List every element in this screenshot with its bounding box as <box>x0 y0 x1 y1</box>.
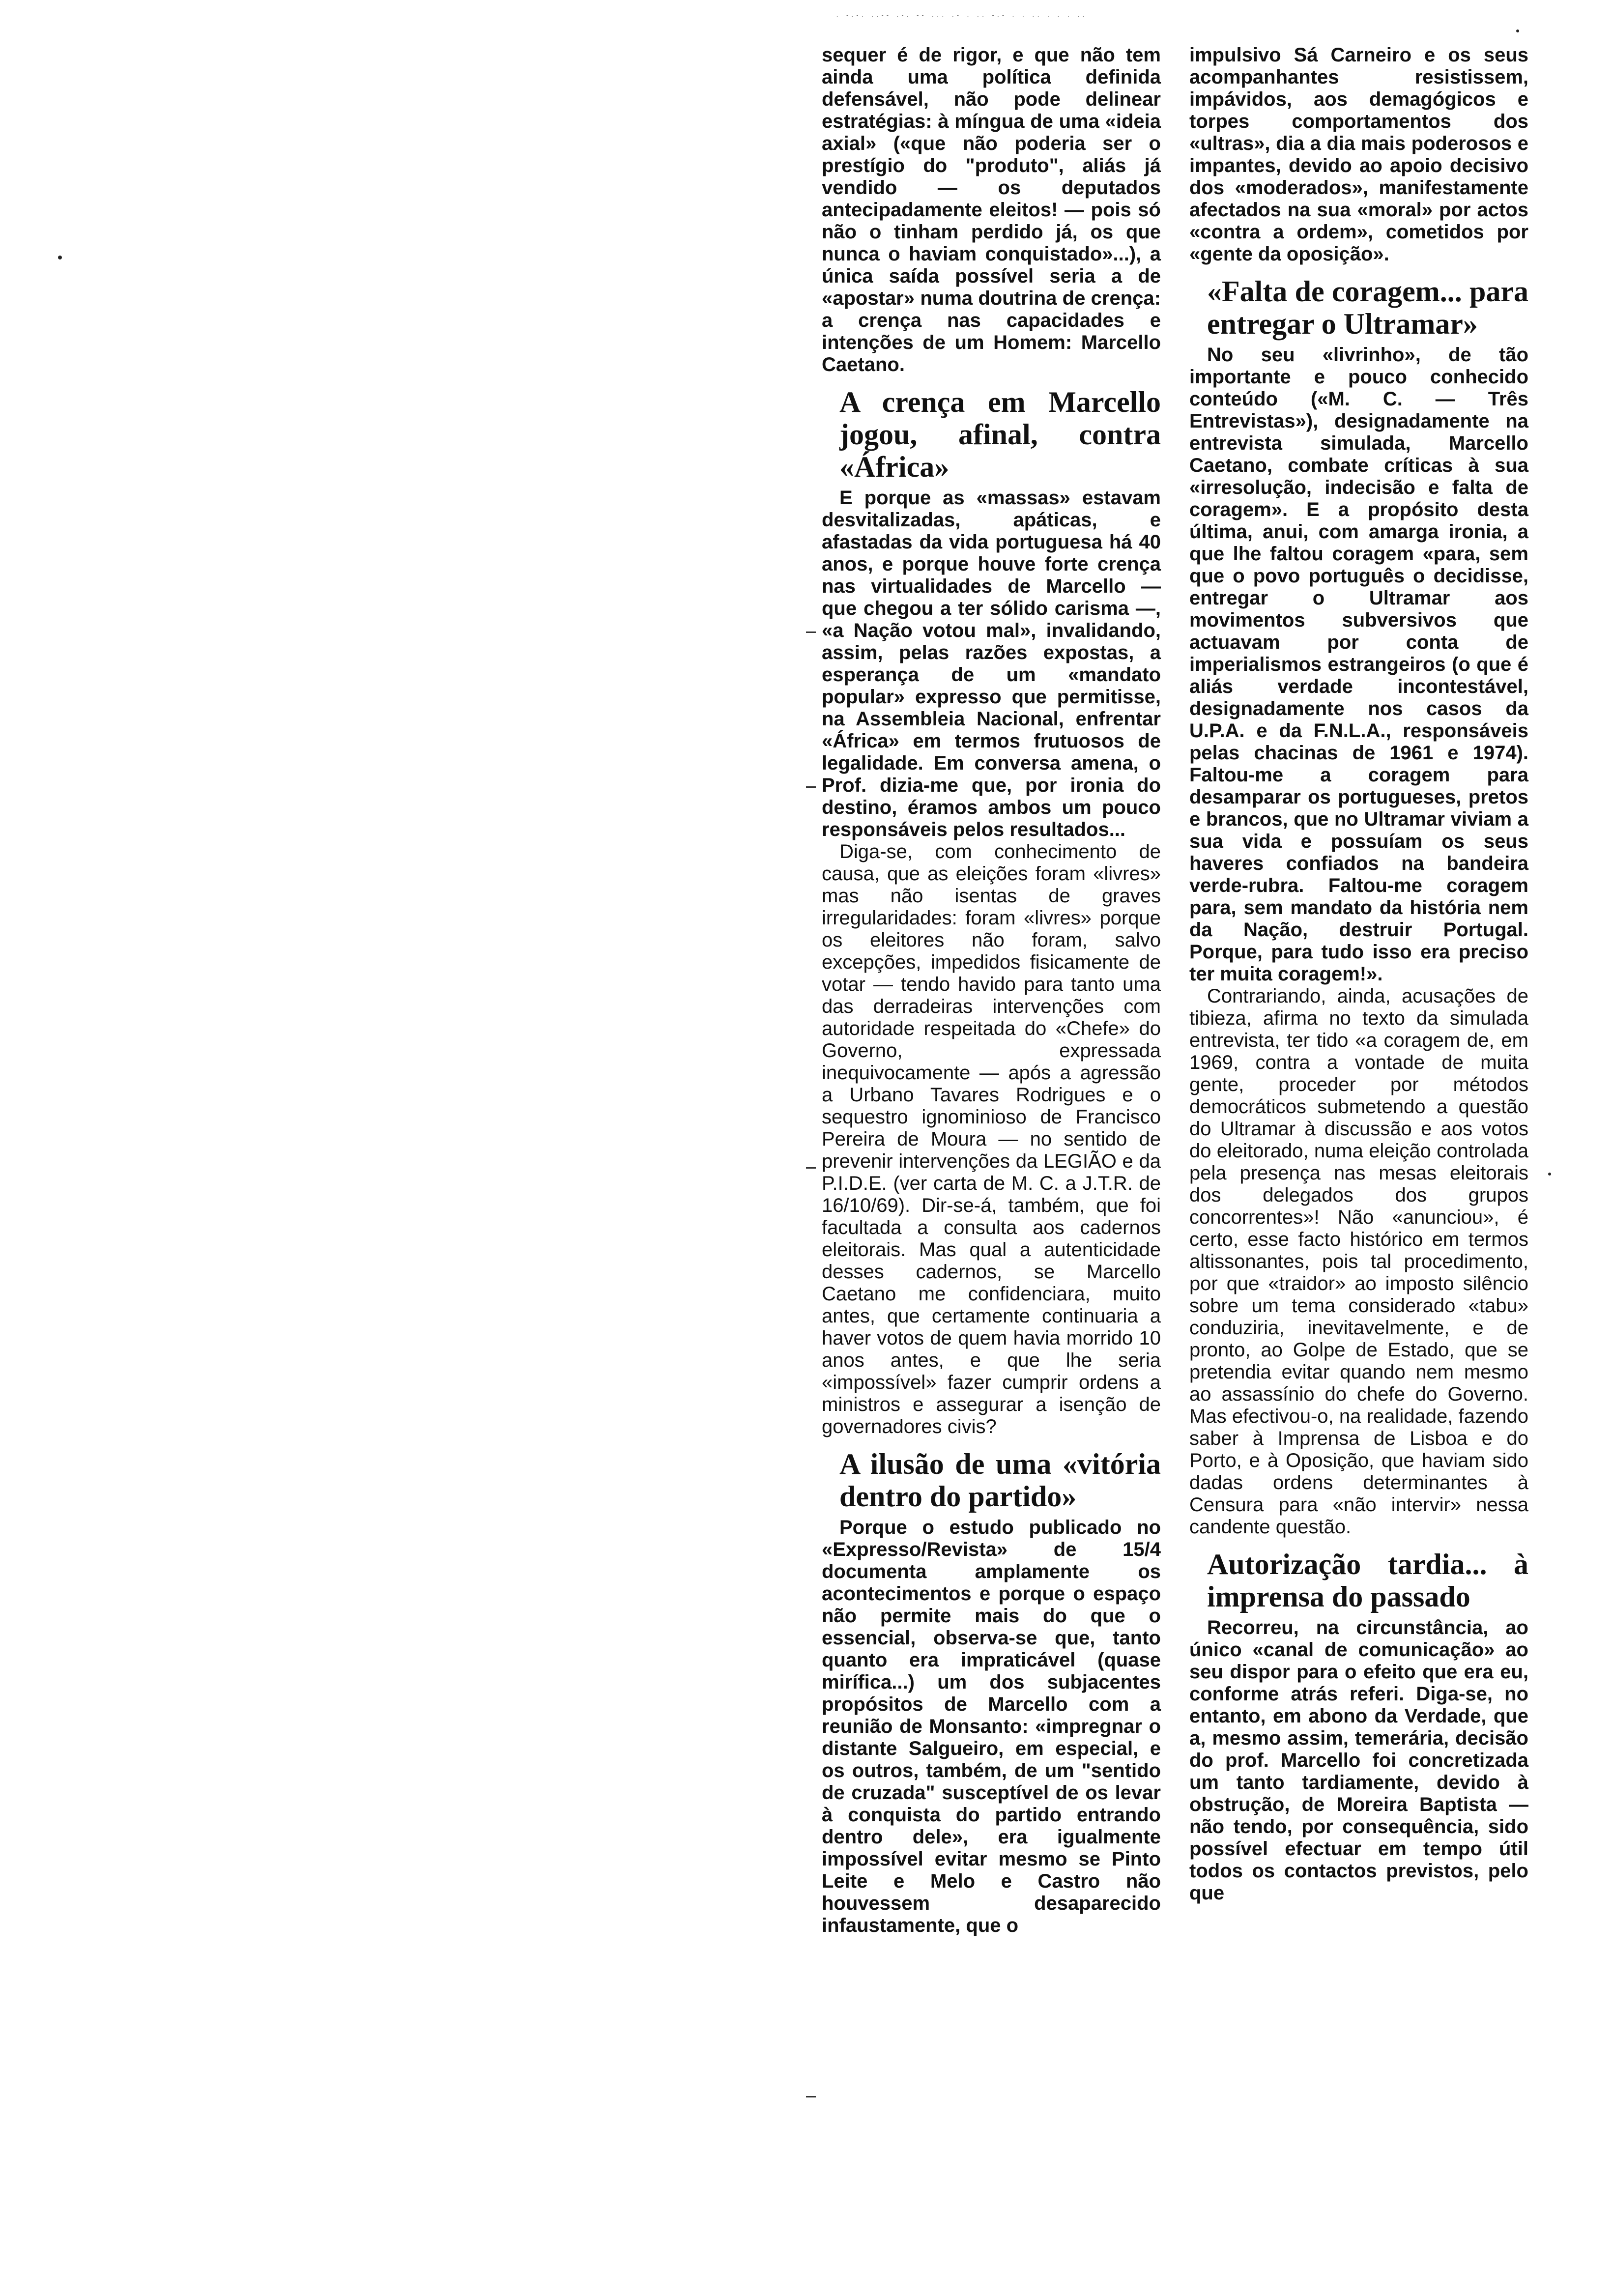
newspaper-clipping <box>806 10 1533 2290</box>
scan-noise-top: . -.-. ..-- .-. -- ... .- . .. -.- . . .. . . . .. <box>835 12 1087 19</box>
paragraph: Diga-se, com conhecimento de causa, que as eleições foram «livres» mas não isentas de graves irregularidades: foram «livres» porque os eleitores não foram, salvo excepções, impedidos fisicamente de votar — tendo havido para tanto uma das derradeiras intervenções com autoridade respeitada do «Chefe» do Governo, expressada inequivocamente — após a agressão a Urbano Tavares Rodrigues e o sequestro ignominioso de Francisco Pereira de Moura — no sentido de prevenir intervenções da LEGIÃO e da P.I.D.E. (ver carta de M. C. a J.T.R. de 16/10/69). Dir-se-á, também, que foi facultada a consulta aos cadernos eleitorais. Mas qual a autenticidade desses cadernos, se Marcello Caetano me confidenciara, muito antes, que certamente continuaria a haver votos de quem havia morrido 10 anos antes, e que lhe seria «impossível» fazer cumprir ordens a ministros e assegurar a isenção de governadores civis? <box>822 841 1161 1437</box>
section-heading: A ilusão de uma «vitória dentro do partido» <box>839 1448 1161 1513</box>
margin-mark <box>806 2096 816 2097</box>
paragraph: Porque o estudo publicado no «Expresso/Revista» de 15/4 documenta amplamente os acontecimentos e porque o espaço não permite mais do que o essencial, observa-se que, tanto quanto era impraticável (quase mirífica...) um dos subjacentes propósitos de Marcello com a reunião de Monsanto: «impregnar o distante Salgueiro, em especial, e os outros, também, de um "sentido de cruzada" susceptível de os levar à conquista do partido entrando dentro dele», era igualmente impossível evitar mesmo se Pinto Leite e Melo e Castro não houvessem desaparecido infaustamente, que o <box>822 1517 1161 1936</box>
left-column <box>822 44 1161 1937</box>
section-heading: A crença em Marcello jogou, afinal, contra «África» <box>839 386 1161 483</box>
margin-mark <box>806 631 816 633</box>
margin-mark <box>806 786 816 788</box>
right-column <box>1189 44 1528 1904</box>
scan-speck <box>58 256 62 259</box>
scan-speck <box>1548 1173 1551 1176</box>
section-heading: «Falta de coragem... para entregar o Ultramar» <box>1207 275 1528 340</box>
section-heading: Autorização tardia... à imprensa do passado <box>1207 1548 1528 1613</box>
paragraph: E porque as «massas» estavam desvitalizadas, apáticas, e afastadas da vida portuguesa há 40 anos, e porque houve forte crença nas virtualidades de Marcello — que chegou a ter sólido carisma —, «a Nação votou mal», invalidando, assim, pelas razões expostas, a esperança de um «mandato popular» expresso que permitisse, na Assembleia Nacional, enfrentar «África» em termos frutuosos de legalidade. Em conversa amena, o Prof. dizia-me que, por ironia do destino, éramos ambos um pouco responsáveis pelos resultados... <box>822 487 1161 840</box>
margin-mark <box>806 1167 816 1169</box>
paragraph: Recorreu, na circunstância, ao único «canal de comunicação» ao seu dispor para o efeito que era eu, conforme atrás referi. Diga-se, no entanto, em abono da Verdade, que a, mesmo assim, temerária, decisão do prof. Marcello foi concretizada um tanto tardiamente, devido à obstrução, de Moreira Baptista — não tendo, por consequência, sido possível efectuar em tempo útil todos os contactos previstos, pelo que <box>1189 1617 1528 1904</box>
paragraph: Contrariando, ainda, acusações de tibieza, afirma no texto da simulada entrevista, ter tido «a coragem de, em 1969, contra a vontade de muita gente, proceder por métodos democráticos submetendo a questão do Ultramar à discussão e aos votos do eleitorado, numa eleição controlada pela presença nas mesas eleitorais dos delegados dos grupos concorrentes»! Não «anunciou», é certo, esse facto histórico em termos altissonantes, pois tal procedimento, por que «traidor» ao imposto silêncio sobre um tema considerado «tabu» conduziria, inevitavelmente, e de pronto, ao Golpe de Estado, que se pretendia evitar quando nem mesmo ao assassínio do chefe do Governo. Mas efectivou-o, na realidade, fazendo saber à Imprensa de Lisboa e do Porto, e à Oposição, que haviam sido dadas ordens determinantes à Censura para «não intervir» nessa candente questão. <box>1189 985 1528 1538</box>
paragraph: impulsivo Sá Carneiro e os seus acompanhantes resistissem, impávidos, aos demagógicos e torpes comportamentos dos «ultras», dia a dia mais poderosos e impantes, devido ao apoio decisivo dos «moderados», manifestamente afectados na sua «moral» por actos «contra a ordem», cometidos por «gente da oposição». <box>1189 44 1528 265</box>
paragraph: No seu «livrinho», de tão importante e pouco conhecido conteúdo («M. C. — Três Entrevistas»), designadamente na entrevista simulada, Marcello Caetano, combate críticas à sua «irresolução, indecisão e falta de coragem». E a propósito desta última, anui, com amarga ironia, a que lhe faltou coragem «para, sem que o povo português o decidisse, entregar o Ultramar aos movimentos subversivos que actuavam por conta de imperialismos estrangeiros (o que é aliás verdade incontestável, designadamente nos casos da U.P.A. e da F.N.L.A., responsáveis pelas chacinas de 1961 e 1974). Faltou-me a coragem para desamparar os portugueses, pretos e brancos, que no Ultramar viviam a sua vida e possuíam os seus haveres confiados na bandeira verde-rubra. Faltou-me coragem para, sem mandato da história nem da Nação, destruir Portugal. Porque, para tudo isso era preciso ter muita coragem!». <box>1189 344 1528 985</box>
paragraph: sequer é de rigor, e que não tem ainda uma política definida defensável, não pode delinear estratégias: à míngua de uma «ideia axial» («que não poderia ser o prestígio do "produto", aliás já vendido — os deputados antecipadamente eleitos! — pois só não o tinham perdido já, os que nunca o haviam conquistado»...), a única saída possível seria a de «apostar» numa doutrina de crença: a crença nas capacidades e intenções de um Homem: Marcello Caetano. <box>822 44 1161 375</box>
